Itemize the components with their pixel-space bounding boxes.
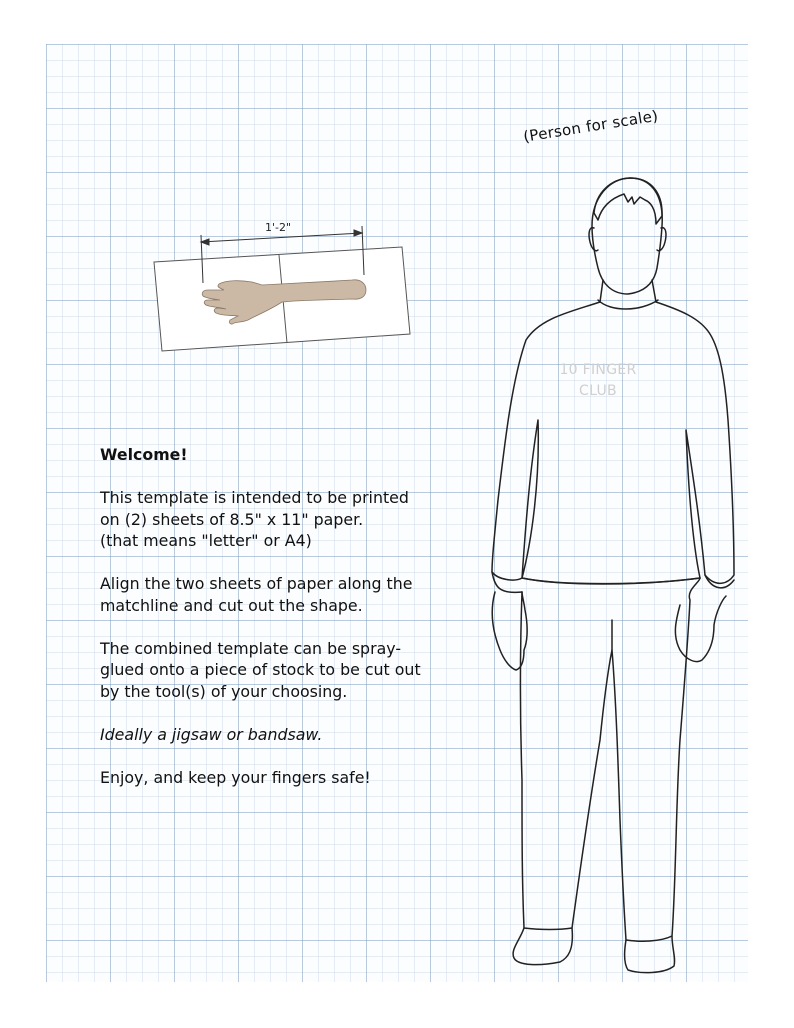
shirt-text-line-2: CLUB bbox=[579, 383, 617, 399]
waistband bbox=[522, 578, 700, 584]
instructions bbox=[100, 444, 500, 810]
person-outline bbox=[492, 178, 734, 973]
hair bbox=[594, 178, 662, 224]
paragraph-tools: Ideally a jigsaw or bandsaw. bbox=[100, 724, 323, 744]
shirt-text-line-1: 10 FINGER bbox=[559, 362, 637, 378]
head bbox=[592, 178, 662, 294]
paragraph-line: on (2) sheets of 8.5" x 11" paper. bbox=[100, 509, 364, 529]
right-hand bbox=[675, 596, 726, 662]
paragraph-line: Align the two sheets of paper along the bbox=[100, 574, 413, 593]
paragraph-line: glued onto a piece of stock to be cut out bbox=[100, 660, 421, 679]
pants bbox=[521, 578, 701, 941]
left-shoe bbox=[513, 928, 572, 965]
person-scale-caption: (Person for scale) bbox=[522, 106, 660, 146]
right-cuff bbox=[705, 575, 734, 588]
paragraph-align bbox=[100, 573, 500, 616]
neck-right bbox=[652, 280, 656, 302]
paragraph-print bbox=[100, 487, 500, 552]
paragraph-line: (that means "letter" or A4) bbox=[100, 531, 312, 550]
shirt-text bbox=[558, 360, 638, 402]
collar bbox=[598, 300, 658, 309]
paragraph-line: This template is intended to be printed bbox=[100, 488, 409, 507]
paragraph-line: The combined template can be spray- bbox=[100, 638, 402, 658]
paragraph-enjoy: Enjoy, and keep your fingers safe! bbox=[100, 767, 371, 787]
neck bbox=[600, 280, 603, 302]
sweatshirt bbox=[492, 302, 734, 584]
paragraph-line: matchline and cut out the shape. bbox=[100, 595, 363, 615]
welcome-heading: Welcome! bbox=[100, 445, 188, 464]
paragraph-glue bbox=[100, 638, 500, 703]
paragraph-line: by the tool(s) of your choosing. bbox=[100, 681, 348, 701]
dimension-label: 1'-2" bbox=[265, 221, 292, 234]
